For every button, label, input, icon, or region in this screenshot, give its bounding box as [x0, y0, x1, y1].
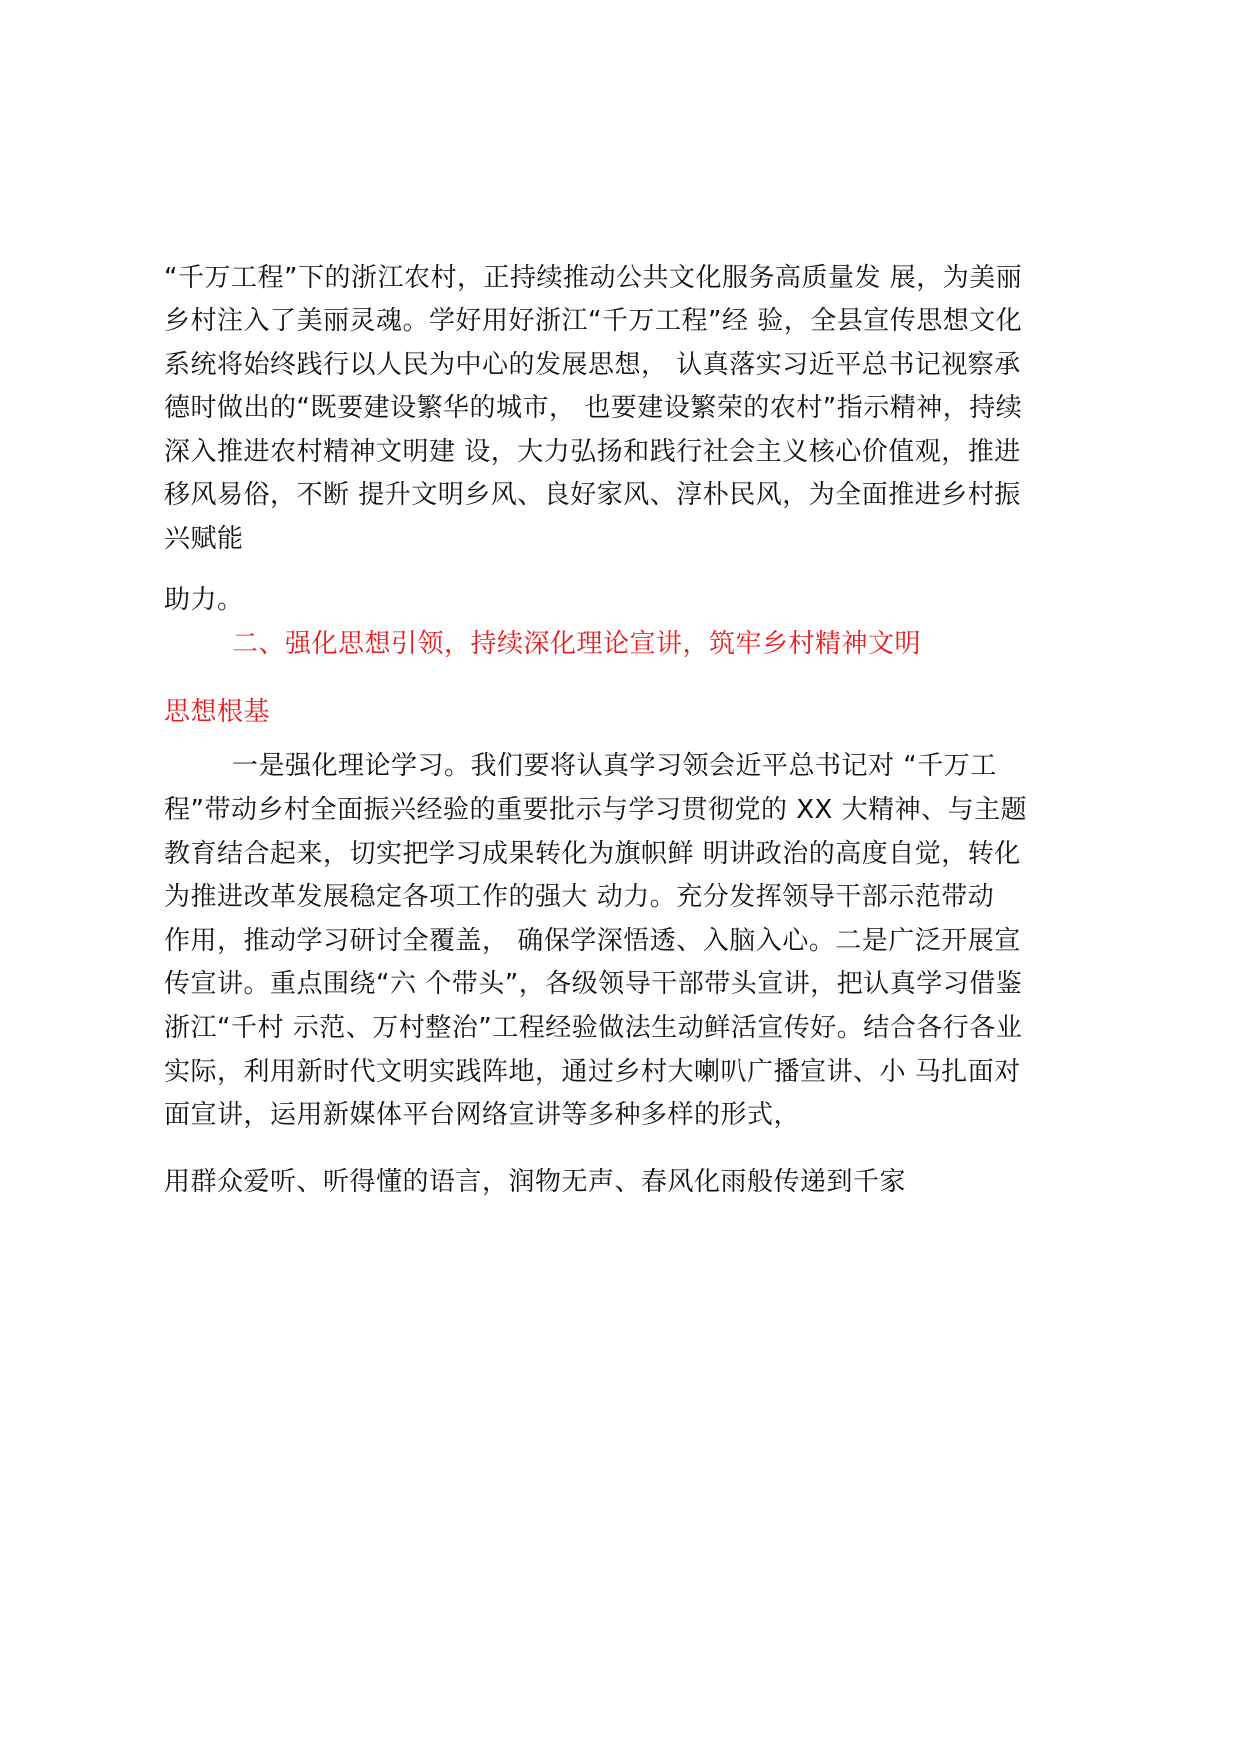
paragraph-2-line-2: 程”带动乡村全面振兴经验的重要批示与学习贯彻党的 XX 大精神、与主题	[164, 795, 1028, 825]
paragraph-1-line-2: 乡村注入了美丽灵魂。学好用好浙江“千万工程”经 验，全县宣传思想文化	[164, 306, 1023, 336]
section-heading-line-2: 思想根基	[164, 697, 271, 727]
paragraph-1-line-7: 兴赋能	[164, 524, 244, 554]
paragraph-2-line-6: 传宣讲。重点围绕“六 个带头”，各级领导干部带头宣讲，把认真学习借鉴	[164, 969, 1023, 999]
section-heading-line-1: 二、强化思想引领，持续深化理论宣讲，筑牢乡村精神文明	[232, 629, 922, 659]
paragraph-1-line-6: 移风易俗，不断 提升文明乡风、良好家风、淳朴民风，为全面推进乡村振	[164, 480, 1021, 510]
paragraph-1-line-3: 系统将始终践行以人民为中心的发展思想， 认真落实习近平总书记视察承	[164, 350, 1021, 380]
paragraph-2-tail: 用群众爱听、听得懂的语言，润物无声、春风化雨般传递到千家	[164, 1167, 907, 1197]
paragraph-1-line-1: “千万工程”下的浙江农村，正持续推动公共文化服务高质量发 展，为美丽	[164, 263, 1023, 293]
paragraph-2-line-5: 作用，推动学习研讨全覆盖， 确保学深悟透、入脑入心。二是广泛开展宣	[164, 926, 1021, 956]
paragraph-2-line-7: 浙江“千村 示范、万村整治”工程经验做法生动鲜活宣传好。结合各行各业	[164, 1013, 1023, 1043]
paragraph-1-line-5: 深入推进农村精神文明建 设，大力弘扬和践行社会主义核心价值观，推进	[164, 437, 1021, 467]
paragraph-1-tail: 助力。	[164, 585, 244, 615]
paragraph-2-line-8: 实际，利用新时代文明实践阵地，通过乡村大喇叭广播宣讲、小 马扎面对	[164, 1057, 1021, 1087]
paragraph-2-line-1: 一是强化理论学习。我们要将认真学习领会近平总书记对 “千万工	[232, 751, 997, 781]
paragraph-1-line-4: 德时做出的“既要建设繁华的城市， 也要建设繁荣的农村”指示精神，持续	[164, 393, 1023, 423]
paragraph-2-line-4: 为推进改革发展稳定各项工作的强大 动力。充分发挥领导干部示范带动	[164, 882, 995, 912]
paragraph-2-line-9: 面宣讲，运用新媒体平台网络宣讲等多种多样的形式，	[164, 1100, 801, 1130]
paragraph-2-line-3: 教育结合起来，切实把学习成果转化为旗帜鲜 明讲政治的高度自觉，转化	[164, 839, 1021, 869]
